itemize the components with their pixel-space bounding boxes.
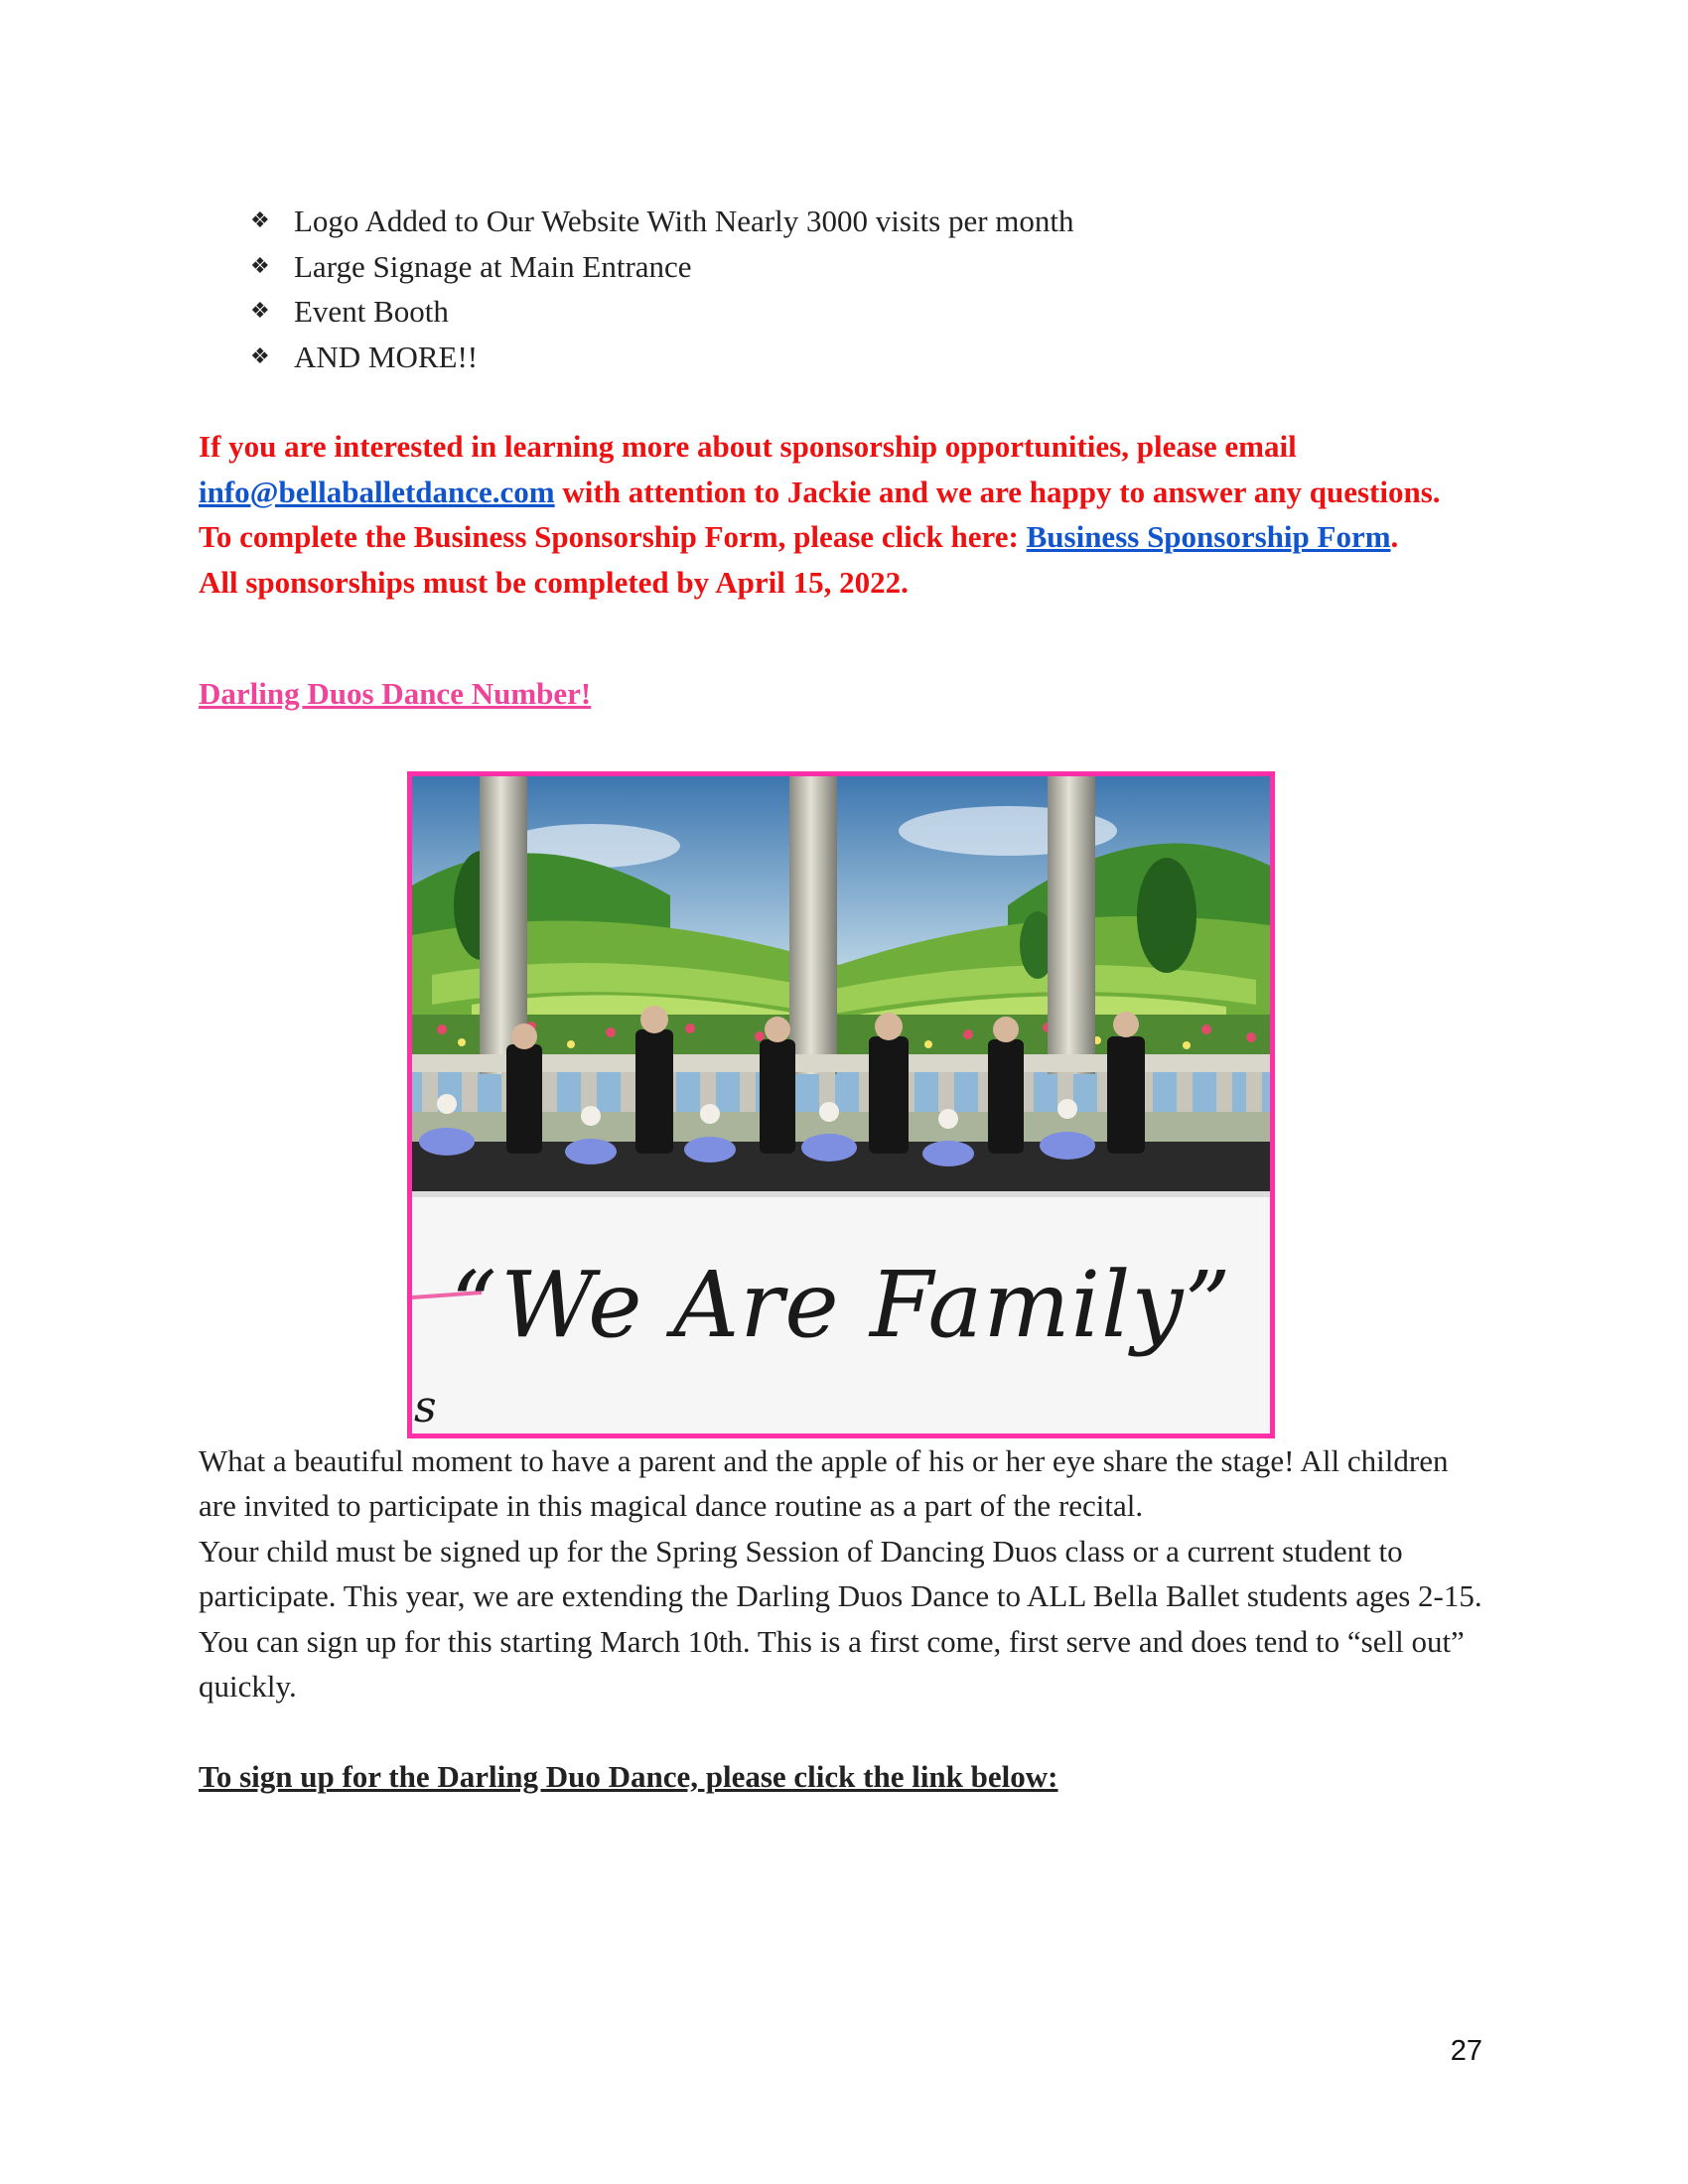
list-item-label: Event Booth [294, 294, 449, 329]
list-item [250, 244, 1489, 290]
recital-photo [407, 771, 1275, 1438]
list-item [250, 289, 1489, 335]
list-item-label: Logo Added to Our Website With Nearly 3000 visits per month [294, 204, 1074, 238]
list-item [250, 335, 1489, 380]
form-text-suffix: . [1390, 519, 1399, 554]
diamond-bullet-icon: ❖ [250, 343, 270, 369]
duos-description [199, 1438, 1489, 1709]
sponsorship-form-paragraph [199, 514, 1489, 560]
sponsorship-deadline: All sponsorships must be completed by April 15, 2022. [199, 564, 909, 600]
sponsorship-contact-paragraph [199, 424, 1489, 514]
page-number: 27 [1450, 2035, 1482, 2067]
form-text-prefix: To complete the Business Sponsorship Form, please click here: [199, 519, 1027, 554]
diamond-bullet-icon: ❖ [250, 253, 270, 279]
duos-paragraph-2: Your child must be signed up for the Spring Session of Dancing Duos class or a current student to participate. This year, we are extending the Darling Duos Dance to ALL Bella Ballet students ages 2-15. You can sign up for this starting March 10th. This is a first come, first serve and does tend to “sell out” quickly. [199, 1533, 1482, 1704]
duos-paragraph-1: What a beautiful moment to have a parent and the apple of his or her eye share the stage! All children are invited to participate in this magical dance routine as a part of the recital. [199, 1442, 1449, 1523]
contact-text-prefix: If you are interested in learning more about sponsorship opportunities, please email [199, 429, 1297, 464]
diamond-bullet-icon: ❖ [250, 299, 270, 324]
contact-text-suffix: with attention to Jackie and we are happy to answer any questions. [554, 474, 1441, 509]
list-item-label: AND MORE!! [294, 339, 479, 374]
sponsorship-info [199, 424, 1489, 605]
email-link[interactable]: info@bellaballetdance.com [199, 474, 555, 509]
diamond-bullet-icon: ❖ [250, 208, 270, 233]
business-sponsorship-form-link[interactable]: Business Sponsorship Form [1026, 519, 1391, 554]
svg-text:s: s [414, 1381, 437, 1433]
banner-caption: “We Are Family” [450, 1251, 1232, 1358]
page-content [199, 199, 1489, 1800]
section-title-darling-duos: Darling Duos Dance Number! [199, 676, 592, 711]
list-item-label: Large Signage at Main Entrance [294, 248, 692, 284]
sponsorship-benefits-list [199, 199, 1489, 379]
list-item [250, 199, 1489, 244]
signup-heading: To sign up for the Darling Duo Dance, please click the link below: [199, 1759, 1058, 1794]
